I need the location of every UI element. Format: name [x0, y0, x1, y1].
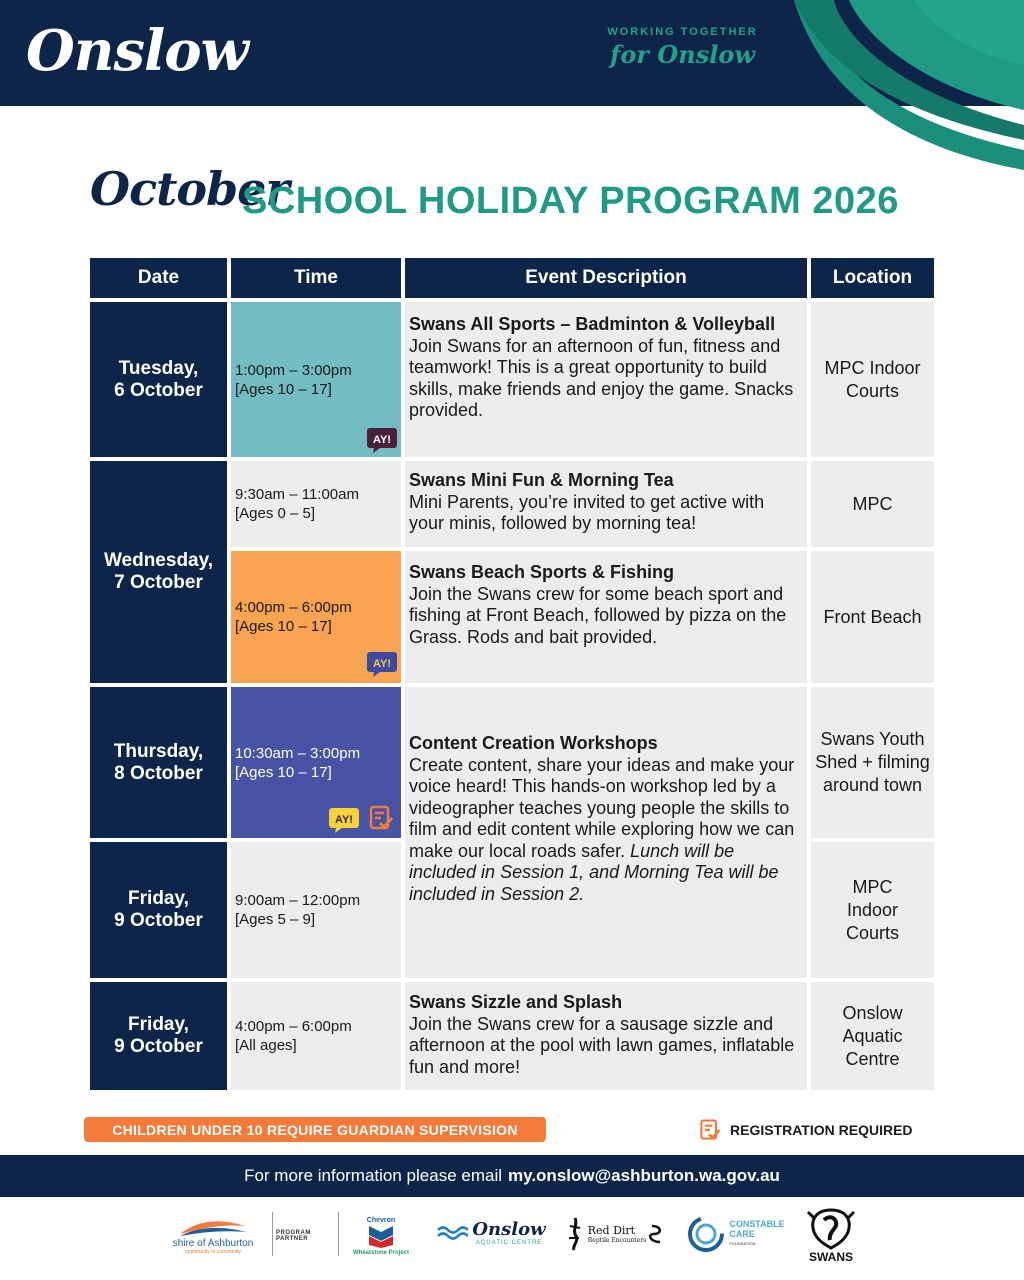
constable-care-logo: CONSTABLE CARE FOUNDATION [684, 1212, 788, 1256]
ay-badge-icon [328, 804, 360, 834]
event-text: Join Swans for an afternoon of fun, fitness and teamwork! This is a great opportunity to build skills, make friends and enjoy the game. Snacks provided. [409, 335, 794, 420]
event-title: Swans Beach Sports & Fishing [409, 562, 675, 582]
event-text: Join the Swans crew for some beach sport and fishing at Front Beach, followed by pizza on the Grass. Rods and bait provided. [409, 583, 787, 647]
date-weekday: Thursday, [113, 740, 204, 762]
age-range: [Ages 0 – 5] [235, 505, 316, 522]
date-weekday: Friday, [128, 888, 189, 909]
wave-icon [436, 1222, 468, 1242]
time-range: 4:00pm – 6:00pm [235, 1018, 352, 1035]
divider [338, 1212, 339, 1256]
time-range: 9:00am – 12:00pm [235, 892, 361, 909]
registration-label: REGISTRATION REQUIRED [730, 1122, 913, 1138]
event-title: Swans All Sports – Badminton & Volleyball [409, 314, 776, 334]
time-range: 4:00pm – 6:00pm [235, 599, 352, 616]
age-range: [Ages 10 – 17] [235, 380, 332, 398]
shire-tagline: opportunity to community [185, 1248, 241, 1255]
snake-icon [648, 1222, 664, 1246]
contact-email-link[interactable]: my.onslow@ashburton.wa.gov.au [508, 1166, 780, 1185]
location-cell: MPC Indoor Courts [811, 842, 934, 978]
event-text [409, 755, 801, 906]
onslow-logo: Onslow [26, 18, 248, 84]
ay-badge-icon [366, 424, 398, 454]
age-range: [All ages] [235, 1037, 297, 1054]
event-text-main: Create content, share your ideas and make your voice heard! This hands-on workshop led by a videographer teaches young people the skills to film and edit content while exploring how we can make our local roads safer. [409, 754, 795, 861]
divider [272, 1212, 273, 1256]
event-description-cell [405, 302, 807, 457]
location-cell: MPC Indoor Courts [811, 302, 934, 457]
constable-care-icon [687, 1215, 725, 1253]
event-description-cell [405, 551, 807, 683]
lizard-icon [564, 1216, 586, 1252]
supervision-notice: CHILDREN UNDER 10 REQUIRE GUARDIAN SUPERVISION [84, 1117, 546, 1142]
tagline [600, 26, 765, 69]
event-title: Swans Mini Fun & Morning Tea [409, 470, 674, 490]
date-cell [90, 982, 227, 1090]
event-text: Mini Parents, you’re invited to get active with your minis, followed by morning tea! [409, 491, 765, 533]
chevron-icon [368, 1224, 394, 1248]
date-day: 7 October [114, 572, 203, 593]
date-day: 9 October [114, 910, 203, 931]
shire-name-b: Ashburton [207, 1237, 254, 1249]
header-time: Time [231, 258, 401, 298]
svg-text:AY!: AY! [373, 658, 391, 670]
title-main: SCHOOL HOLIDAY PROGRAM 2026 [242, 180, 899, 222]
swans-logo: SWANS [800, 1204, 862, 1266]
ay-badge-icon [366, 648, 398, 678]
time-range: 10:30am – 3:00pm [235, 744, 361, 762]
svg-text:AY!: AY! [373, 434, 391, 446]
registration-icon [367, 804, 395, 832]
registration-icon [698, 1118, 722, 1142]
date-weekday: Friday, [128, 1014, 189, 1035]
age-range: [Ages 5 – 9] [235, 911, 316, 928]
shire-name-a: shire of [172, 1237, 206, 1249]
date-cell [90, 687, 227, 838]
shire-of-ashburton-logo [160, 1210, 266, 1260]
date-cell [90, 302, 227, 457]
header-date: Date [90, 258, 227, 298]
date-day: 6 October [114, 379, 203, 401]
date-weekday: Tuesday, [118, 357, 199, 379]
location-cell: Onslow Aquatic Centre [811, 982, 934, 1090]
decorative-swoosh-graphic [794, 0, 1024, 170]
age-range: [Ages 10 – 17] [235, 763, 332, 781]
time-range: 9:30am – 11:00am [235, 486, 359, 503]
time-cell [231, 842, 401, 978]
event-title: Content Creation Workshops [409, 733, 658, 753]
date-cell [90, 842, 227, 978]
date-cell [90, 461, 227, 683]
title-month: October [90, 162, 289, 216]
shire-wave-icon [178, 1216, 248, 1238]
program-partner-label: PROGRAM PARTNER [276, 1230, 311, 1242]
event-description-cell [405, 461, 807, 547]
event-text: Join the Swans crew for a sausage sizzle and afternoon at the pool with lawn games, inflatable fun and more! [409, 1013, 795, 1077]
chevron-logo: Chevron Wheatstone Project [352, 1216, 409, 1256]
header-event-description: Event Description [405, 258, 807, 298]
age-range: [Ages 10 – 17] [235, 618, 332, 635]
swan-icon [806, 1206, 856, 1250]
event-description-cell [405, 982, 807, 1090]
location-cell: Front Beach [811, 551, 934, 683]
red-dirt-reptile-encounters-logo: Red Dirt Reptile Encounters [560, 1212, 668, 1256]
tagline-top: WORKING TOGETHER [607, 26, 758, 38]
onslow-aquatic-centre-logo: Onslow AQUATIC CENTRE [436, 1212, 546, 1252]
contact-info-bar [0, 1155, 1024, 1197]
registration-notice [698, 1116, 913, 1144]
date-day: 8 October [114, 762, 203, 784]
time-cell [231, 461, 401, 547]
date-day: 9 October [114, 1036, 203, 1057]
program-title [90, 162, 940, 232]
date-weekday: Wednesday, [103, 550, 214, 571]
contact-prefix: For more information please email [244, 1166, 503, 1185]
time-cell [231, 982, 401, 1090]
event-title: Swans Sizzle and Splash [409, 992, 623, 1012]
tagline-bottom: for Onslow [610, 40, 755, 69]
header-location: Location [811, 258, 934, 298]
event-note: Lunch will be included in Session 1, and Morning Tea will be included in Session 2. [409, 840, 779, 904]
location-cell: Swans Youth Shed + filming around town [811, 687, 934, 838]
time-range: 1:00pm – 3:00pm [235, 361, 352, 379]
location-cell: MPC [811, 461, 934, 547]
event-description-cell [405, 687, 807, 978]
svg-text:AY!: AY! [335, 814, 353, 826]
